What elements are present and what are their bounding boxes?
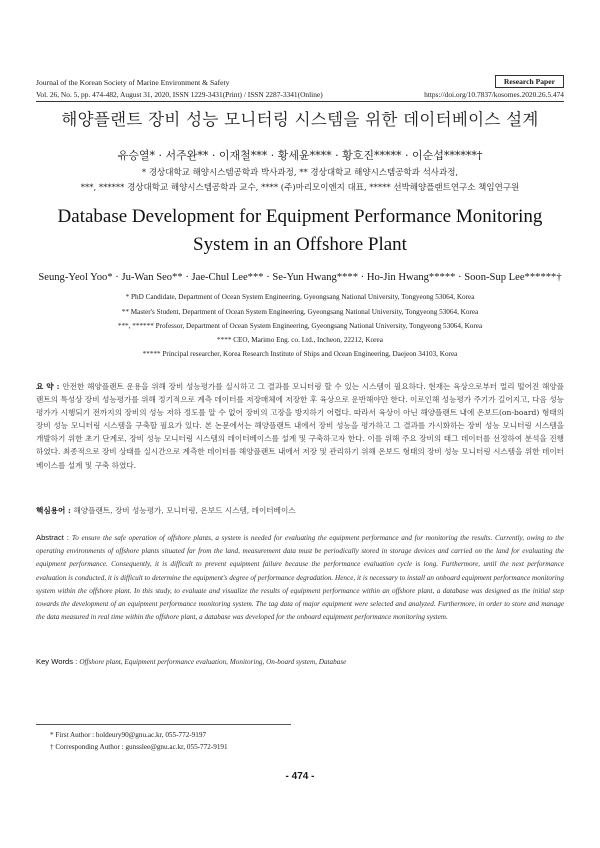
- english-affiliation-2: ** Master's Student, Department of Ocean System Engineering, Gyeongsang National University, Tongyeong 53064, Korea: [121, 308, 479, 316]
- volume-info: Vol. 26, No. 5, pp. 474-482, August 31, 2020, ISSN 1229-3431(Print) / ISSN 2287-3341(Online): [36, 90, 323, 99]
- header-rule: [36, 101, 564, 102]
- english-affiliation-5: ***** Principal researcher, Korea Research Institute of Ships and Ocean Engineering, Daejeon 34103, Korea: [142, 350, 458, 358]
- footnote-first-author: * First Author : holdeury90@gnu.ac.kr, 055-772-9197: [50, 731, 207, 739]
- english-keywords-label: Key Words :: [36, 657, 80, 666]
- article-type-badge: Research Paper: [495, 75, 564, 88]
- korean-authors: 유승열* · 서주완** · 이재철*** · 황세윤**** · 황호진***** · 이순섭******†: [117, 149, 483, 162]
- english-keywords-text: Offshore plant, Equipment performance evaluation, Monitoring, On-board system, Database: [79, 658, 347, 666]
- english-affiliation-3: ***, ****** Professor, Department of Ocean System Engineering, Gyeongsang National University, Tongyeong 53064, Korea: [117, 322, 483, 330]
- english-title: Database Development for Equipment Performance Monitoring System in an Offshore Plant: [57, 206, 543, 255]
- korean-keywords-label: 핵심용어 :: [36, 506, 74, 515]
- korean-keywords: [36, 505, 564, 516]
- korean-abstract-text: 안전한 해양플랜트 운용을 위해 장비 성능평가를 실시하고 그 결과를 모니터링 할 수 있는 시스템이 필요하다. 현재는 육상으로부터 멀리 떨어진 해양플랜트의 특성상 장비 성능평가를 위해 정기적으로 계측 데이터를 저장매체에 저장한 후 육상으로 운반해야만 한다. 이로인해 성능평가 주기가 길어지고, 다음 성능평가가 시행되기 전까지의 장비의 성능 저하 정도를 알 수 없어 장비의 고장을 방지하기 어렵다. 따라서 육상이 아닌 해양플랜트 내에 온보드(on-board) 형태의 장비 성능 모니터링 시스템을 구축할 필요가 있다. 본 논문에서는 해양플랜트 내에서 장비 성능을 평가하고 그 결과를 가시화하는 장비 성능 모니터링 시스템을 개발하기 위한 초기 단계로, 장비 성능 모니터링 시스템의 데이터베이스를 설계 및 구축하고자 한다. 이를 위해 주요 장비의 태그 데이터를 선정하여 분석을 진행하였다. 최종적으로 장비 상태를 실시간으로 계측한 데이터를 해양플랜트 내에서 저장 및 관리하기 위해 온보드 형태의 장비 성능 모니터링 시스템을 위한 데이터베이스를 설계 및 구축 하였다.: [36, 382, 564, 470]
- english-keywords: [36, 657, 564, 666]
- korean-keywords-text: 해양플랜트, 장비 성능평가, 모니터링, 온보드 시스템, 데이터베이스: [73, 506, 296, 515]
- english-affiliation-1: * PhD Candidate, Department of Ocean System Engineering, Gyeongsang National University, Tongyeong 53064, Korea: [125, 293, 475, 301]
- footnote-corresponding-author: † Corresponding Author : gunsslee@gnu.ac.kr, 055-772-9191: [50, 743, 228, 751]
- journal-name: Journal of the Korean Society of Marine Environment & Safety: [36, 78, 230, 87]
- page-number: - 474 -: [285, 771, 315, 782]
- english-abstract-text: To ensure the safe operation of offshore plants, a system is needed for evaluating the equipment performance and for monitoring the results. Currently, owing to the operating environments of offshore plants situated far from the land, measurement data must be periodically stored in storage devices and carried on the land for evaluating the equipment performance. Consequently, it is difficult to prevent equipment failure because the performance evaluation cycle is long. Furthermore, until the next performance evaluation is conducted, it is difficult to determine the equipment's degree of performance degradation. Hence, it is necessary to install an onboard equipment performance monitoring system within the offshore plant. In this study, to evaluate and visualize the results of equipment performance within an offshore plant, a database was designed as the initial step towards the development of an equipment performance monitoring system. The tag data of major equipment were selected and analyzed. Furthermore, in order to store and manage the data measured in real time within the offshore plant, a database was developed for the onboard equipment performance monitoring system.: [36, 534, 564, 622]
- korean-abstract: [36, 380, 564, 472]
- korean-affiliation-2: ***, ****** 경상대학교 해양시스템공학과 교수, **** (주)마리모이엔지 대표, ***** 선박해양플랜트연구소 책임연구원: [80, 183, 520, 193]
- doi-link[interactable]: https://doi.org/10.7837/kosomes.2020.26.5.474: [424, 90, 564, 99]
- english-abstract-label: Abstract :: [36, 533, 72, 542]
- english-affiliation-4: **** CEO, Marimo Eng. co. Ltd., Incheon, 22212, Korea: [217, 336, 383, 344]
- korean-affiliation-1: * 경상대학교 해양시스템공학과 박사과정, ** 경상대학교 해양시스템공학과 석사과정,: [141, 168, 459, 178]
- korean-title: 해양플랜트 장비 성능 모니터링 시스템을 위한 데이터베이스 설계: [61, 110, 539, 129]
- english-abstract: [36, 531, 564, 624]
- english-authors: Seung-Yeol Yoo* · Ju-Wan Seo** · Jae-Chul Lee*** · Se-Yun Hwang**** · Ho-Jin Hwang***** · Soon-Sup Lee******†: [38, 272, 562, 283]
- korean-abstract-label: 요 약 :: [36, 382, 63, 391]
- footnote-rule: [36, 724, 291, 725]
